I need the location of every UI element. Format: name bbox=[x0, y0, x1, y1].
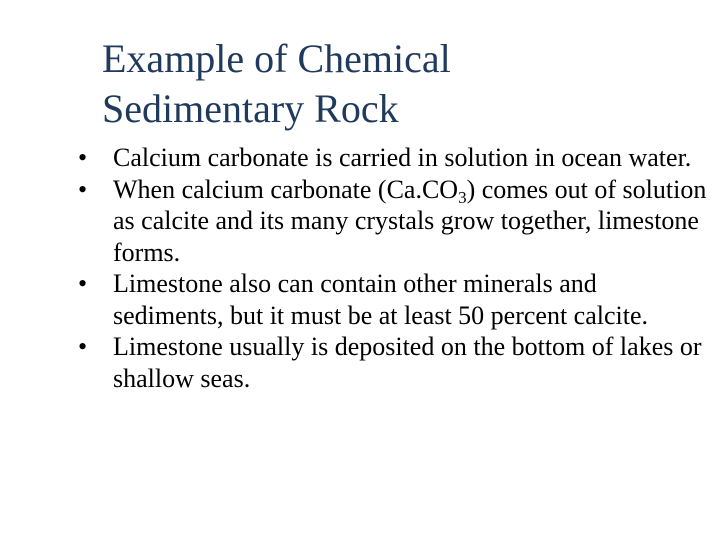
bullet-list bbox=[78, 142, 708, 394]
bullet-mark: • bbox=[78, 143, 88, 172]
slide-title bbox=[102, 34, 662, 134]
bullet-item-limestone-deposition bbox=[78, 331, 708, 394]
bullet-mark: • bbox=[78, 269, 88, 298]
bullet-text-before-formula: When calcium carbonate (Ca.CO bbox=[113, 174, 459, 204]
bullet-text: Limestone also can contain other minerals and sediments, but it must be at least 50 percent calcite. bbox=[113, 269, 649, 330]
bullet-item-calcium-carbonate-solution bbox=[78, 142, 708, 174]
slide-title-line-2: Sedimentary Rock bbox=[102, 86, 399, 131]
bullet-mark: • bbox=[78, 174, 88, 204]
bullet-text-after-formula: ) comes out of solution as calcite and its many crystals grow together, limestone forms. bbox=[113, 174, 707, 267]
bullet-item-limestone-forms bbox=[78, 174, 708, 269]
bullet-item-limestone-composition bbox=[78, 268, 708, 331]
slide-title-line-1: Example of Chemical bbox=[102, 36, 451, 81]
formula-subscript: 3 bbox=[458, 187, 467, 207]
bullet-text: Calcium carbonate is carried in solution in ocean water. bbox=[113, 143, 692, 172]
bullet-text: Limestone usually is deposited on the bottom of lakes or shallow seas. bbox=[113, 332, 702, 393]
bullet-mark: • bbox=[78, 332, 88, 361]
bullet-text bbox=[113, 175, 706, 267]
